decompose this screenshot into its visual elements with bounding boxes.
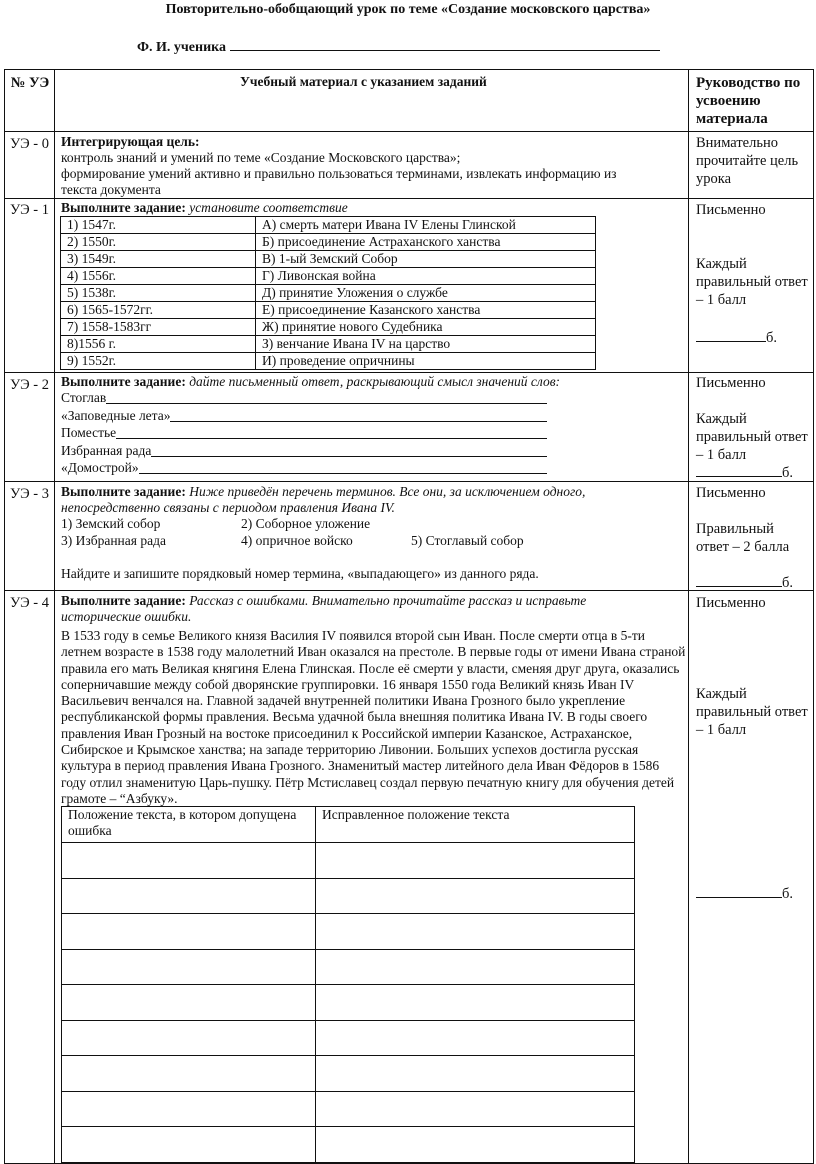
ue1-event-cell: А) смерть матери Ивана IV Елены Глинской (256, 217, 596, 234)
ue1-matching-table (60, 216, 596, 370)
header-ue-number: № УЭ (10, 75, 50, 91)
ue3-task-line1 (61, 484, 585, 500)
ue3-score-field[interactable] (696, 574, 793, 592)
ue4-corrected-answer-cell[interactable] (316, 1056, 635, 1092)
ue1-event-cell: И) проведение опричнины (256, 353, 596, 370)
ue3-term-2: 2) Соборное уложение (241, 516, 371, 531)
ue4-col-error: Положение текста, в котором допущена ошибка (62, 807, 316, 843)
table-row (61, 285, 596, 302)
ue2-term-label: Стоглав (61, 390, 107, 405)
ue2-number: УЭ - 2 (10, 377, 49, 393)
ue4-error-answer-cell[interactable] (62, 1127, 316, 1163)
ue4-corrected-answer-cell[interactable] (316, 1127, 635, 1163)
ue4-guide-points: Каждый правильный ответ – 1 балл (696, 686, 808, 738)
ue1-guide-mode: Письменно (696, 202, 766, 218)
ue1-date-cell: 6) 1565-1572гг. (61, 302, 256, 319)
col-divider-1 (54, 69, 55, 1163)
row-divider-ue1 (4, 372, 813, 373)
ue3-task-text-1: Ниже приведён перечень терминов. Все они, за исключением одного, (189, 484, 586, 499)
ue1-task (61, 200, 348, 216)
ue4-story-text: В 1533 году в семье Великого князя Василия IV появился второй сын Иван. После смерти отца в 5-ти летнем возрасте в 1538 году малолетний Иван оказался на престоле. В первые годы от имени Ивана страной правила его мать Великая княгиня Елена Глинская. После её смерти у власти, сменяя друг друга, оказались соперничавшие между собой дворянские группировки. 16 января 1550 года Великий князь Иван IV Васильевич венчался на. Главной задачей внутренней политики Ивана Грозного было укрепление республиканской формы правления. Весьма удачной была внешняя политика Ивана IV. В годы своего правления Иван Грозный на востоке присоединил к Российской империи Казанское, Астраханское, Сибирское и Крымское ханства; на западе территорию Ливонии. Больших успехов достигла русская культура в период правления Ивана Грозного. Знаменитый мастер литейного дела Иван Фёдоров в 1586 году отлил знаменитую Царь-пушку. Пётр Мстиславец создал первую печатную книгу для обучения детей грамоте – “Азбуку». (61, 628, 686, 806)
ue1-date-cell: 5) 1538г. (61, 285, 256, 302)
table-row (61, 268, 596, 285)
ue0-line1: контроль знаний и умений по теме «Создание Московского царства»; (61, 150, 461, 165)
ue0-line3: текста документа (61, 182, 161, 197)
ue2-task (61, 374, 560, 390)
ue2-term-row[interactable] (61, 460, 547, 476)
ue4-error-answer-cell[interactable] (62, 914, 316, 950)
ue2-term-label: «Заповедные лета» (61, 407, 171, 423)
document-title: Повторительно-обобщающий урок по теме «Создание московского царства» (165, 2, 651, 17)
table-row (61, 234, 596, 251)
ue1-event-cell: В) 1-ый Земский Собор (256, 251, 596, 268)
table-row (62, 1091, 635, 1127)
ue4-corrected-answer-cell[interactable] (316, 985, 635, 1021)
ue4-col-corrected: Исправленное положение текста (316, 807, 635, 843)
ue4-error-answer-cell[interactable] (62, 949, 316, 985)
ue1-task-label: Выполните задание: (61, 200, 186, 215)
ue0-number: УЭ - 0 (10, 136, 49, 152)
ue3-score-label: б. (782, 575, 794, 591)
table-row (62, 878, 635, 914)
table-row (61, 353, 596, 370)
ue4-error-answer-cell[interactable] (62, 985, 316, 1021)
ue4-corrected-answer-cell[interactable] (316, 1020, 635, 1056)
header-guide: Руководство по усвоению материала (696, 75, 801, 127)
ue2-term-row[interactable] (61, 443, 547, 459)
ue0-lead: Интегрирующая цель: (61, 134, 200, 149)
ue1-date-cell: 4) 1556г. (61, 268, 256, 285)
ue1-number: УЭ - 1 (10, 202, 49, 218)
ue4-task-line2: исторические ошибки. (61, 609, 192, 624)
ue1-guide-points: Каждый правильный ответ – 1 балл (696, 256, 808, 308)
ue1-task-text: установите соответствие (189, 200, 348, 215)
ue2-answer-line[interactable] (170, 408, 547, 422)
row-divider-ue2 (4, 481, 813, 482)
ue1-date-cell: 8)1556 г. (61, 336, 256, 353)
ue2-term-row[interactable] (61, 425, 547, 441)
table-row (62, 1056, 635, 1092)
ue4-error-answer-cell[interactable] (62, 1091, 316, 1127)
ue4-story (61, 628, 686, 807)
table-row (62, 985, 635, 1021)
ue4-error-answer-cell[interactable] (62, 878, 316, 914)
row-divider-header (4, 131, 813, 132)
ue3-guide-points: Правильный ответ – 2 балла (696, 521, 790, 555)
ue4-corrected-answer-cell[interactable] (316, 914, 635, 950)
ue0-guide: Внимательно прочитайте цель урока (696, 135, 799, 187)
ue2-guide-mode: Письменно (696, 375, 766, 391)
ue4-score-field[interactable] (696, 885, 793, 903)
ue2-term-label: Поместье (61, 425, 117, 440)
student-label: Ф. И. ученика (137, 40, 227, 55)
ue1-event-cell: Г) Ливонская война (256, 268, 596, 285)
ue1-date-cell: 3) 1549г. (61, 251, 256, 268)
col-divider-2 (688, 69, 689, 1163)
ue1-event-cell: Б) присоединение Астраханского ханства (256, 234, 596, 251)
ue1-date-cell: 7) 1558-1583гг (61, 319, 256, 336)
ue3-term-3: 3) Избранная рада (61, 533, 166, 548)
ue2-term-label: Избранная рада (61, 442, 152, 458)
ue1-event-cell: Ж) принятие нового Судебника (256, 319, 596, 336)
ue2-term-label: «Домострой» (61, 460, 139, 475)
ue4-corrected-answer-cell[interactable] (316, 1091, 635, 1127)
ue1-date-cell: 1) 1547г. (61, 217, 256, 234)
ue2-task-label: Выполните задание: (61, 374, 186, 389)
ue1-event-cell: З) венчание Ивана IV на царство (256, 336, 596, 353)
table-row (62, 1127, 635, 1163)
ue2-guide-points: Каждый правильный ответ – 1 балл (696, 411, 808, 463)
ue4-number: УЭ - 4 (10, 595, 49, 611)
ue4-error-answer-cell[interactable] (62, 1056, 316, 1092)
row-divider-ue0 (4, 198, 813, 199)
table-row (62, 949, 635, 985)
table-row (62, 843, 635, 879)
ue4-task-label: Выполните задание: (61, 593, 186, 608)
table-row (61, 251, 596, 268)
ue4-task-text-1: Рассказ с ошибками. Внимательно прочитайте рассказ и исправьте (189, 593, 587, 608)
ue3-term-1: 1) Земский собор (61, 516, 161, 531)
ue4-error-answer-cell[interactable] (62, 1020, 316, 1056)
ue1-event-cell: Е) присоединение Казанского ханства (256, 302, 596, 319)
header-material: Учебный материал с указанием заданий (240, 74, 487, 89)
ue2-answer-line[interactable] (116, 425, 547, 439)
ue1-date-cell: 9) 1552г. (61, 353, 256, 370)
student-name-field[interactable] (137, 38, 660, 56)
table-row (62, 1020, 635, 1056)
ue2-score-label: б. (782, 465, 794, 481)
ue0-line2: формирование умений активно и правильно пользоваться терминами, извлекать информацию из (61, 166, 617, 181)
ue2-score-field[interactable] (696, 464, 793, 482)
ue3-task-label: Выполните задание: (61, 484, 186, 499)
ue2-answer-line[interactable] (151, 443, 547, 457)
ue4-score-label: б. (782, 886, 794, 902)
student-name-line[interactable] (230, 38, 660, 51)
ue1-date-cell: 2) 1550г. (61, 234, 256, 251)
table-row (62, 914, 635, 950)
ue4-guide-mode: Письменно (696, 595, 766, 611)
ue2-term-row[interactable] (61, 390, 547, 406)
table-row (61, 217, 596, 234)
ue2-answer-line[interactable] (106, 390, 547, 404)
ue1-event-cell: Д) принятие Уложения о службе (256, 285, 596, 302)
ue3-instruction: Найдите и запишите порядковый номер термина, «выпадающего» из данного ряда. (61, 566, 539, 581)
table-row (61, 336, 596, 353)
ue3-number: УЭ - 3 (10, 486, 49, 502)
ue4-task-line1 (61, 593, 586, 609)
ue2-term-row[interactable] (61, 408, 547, 424)
ue4-correction-table (61, 806, 635, 1163)
ue4-corrected-answer-cell[interactable] (316, 949, 635, 985)
ue2-task-text: дайте письменный ответ, раскрывающий смысл значений слов: (189, 374, 561, 389)
ue3-term-4: 4) опричное войско (241, 533, 353, 548)
ue4-corrected-answer-cell[interactable] (316, 843, 635, 879)
row-divider-ue3 (4, 590, 813, 591)
ue1-score-field[interactable] (696, 327, 777, 347)
ue3-task-line2: непосредственно связаны с периодом правления Ивана IV. (61, 500, 395, 515)
ue3-term-5: 5) Стоглавый собор (411, 533, 524, 548)
ue4-table-header (62, 807, 635, 843)
table-row (61, 302, 596, 319)
ue3-guide-mode: Письменно (696, 485, 766, 501)
ue4-error-answer-cell[interactable] (62, 843, 316, 879)
ue1-score-label: б. (766, 330, 778, 346)
ue2-answer-line[interactable] (139, 460, 547, 474)
ue4-corrected-answer-cell[interactable] (316, 878, 635, 914)
table-row (61, 319, 596, 336)
